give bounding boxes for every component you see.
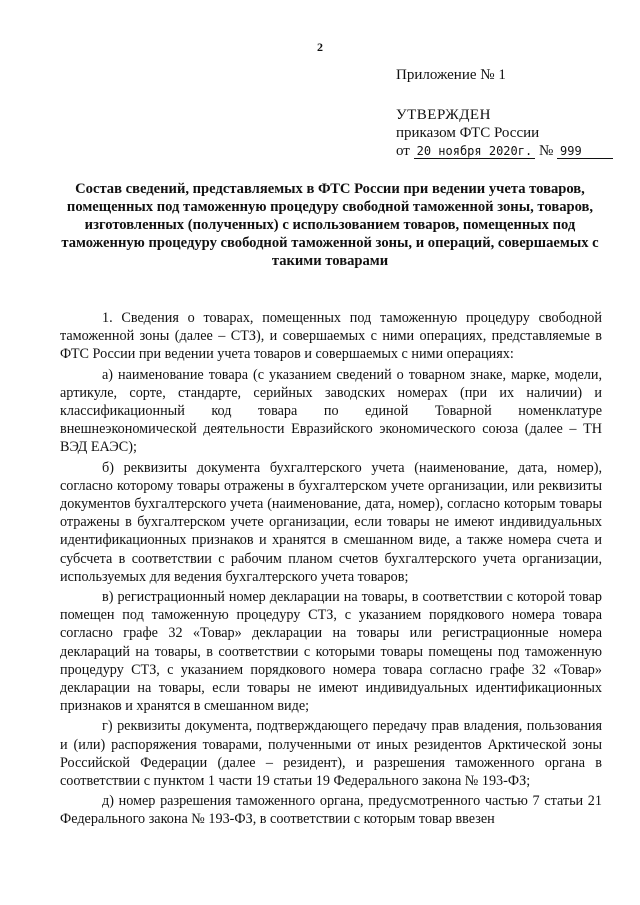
paragraph: а) наименование товара (с указанием сведений о товарном знаке, марке, модели, артикуле, сорте, стандарте, серийных заводских номерах (при их наличии) и классификационный код товара по единой Товарной номенклатуре внешнеэкономической деятельности Евразийского экономического союза (далее – ТН ВЭД ЕАЭС); xyxy=(60,366,602,456)
order-number: 999 xyxy=(557,144,613,159)
order-label: приказом ФТС России xyxy=(396,125,540,141)
paragraph: б) реквизиты документа бухгалтерского учета (наименование, дата, номер), согласно которому товары отражены в бухгалтерском учете организации, или реквизиты документов бухгалтерского учета (наименование, дата, номер), согласно которым товары отражены в бухгалтерском учете организации, если товары не имеют индивидуальных идентификационных признаков и хранятся в смешанном виде, а также номера счета и субсчета в соответствии с рабочим планом счетов бухгалтерского учета организации, используемых для ведения бухгалтерского учета товаров; xyxy=(60,459,602,585)
date-prefix: от xyxy=(396,143,410,159)
page-number: 2 xyxy=(317,40,323,54)
paragraph: в) регистрационный номер декларации на товары, в соответствии с которой товар помещен под таможенную процедуру СТЗ, с указанием порядкового номера товара согласно графе 32 «Товар» декларации на товары или регистрационные номера деклараций на товары, в соответствии с которыми товары помещены под таможенную процедуру СТЗ, с указанием порядкового номера товара согласно графе 32 «Товар» декларации на товары, если товары не имеют индивидуальных идентификационных признаков и хранятся в смешанном виде; xyxy=(60,589,602,715)
order-date-line xyxy=(396,142,606,160)
approval-block xyxy=(396,66,606,160)
paragraph: 1. Сведения о товарах, помещенных под таможенную процедуру свободной таможенной зоны (далее – СТЗ), и совершаемых с ними операциях, представляемые в ФТС России при ведении учета товаров и совершаемых с ними операциях: xyxy=(60,310,602,363)
approved-label: УТВЕРЖДЕН xyxy=(396,107,491,123)
order-date: 20 ноября 2020г. xyxy=(414,144,536,159)
appendix-label: Приложение № 1 xyxy=(396,67,506,83)
document-body xyxy=(60,309,602,831)
document-title: Состав сведений, представляемых в ФТС России при ведении учета товаров, помещенных под таможенную процедуру свободной таможенной зоны, товаров, изготовленных (полученных) с использованием товаров, помещенных под таможенную процедуру свободной таможенной зоны, и операций, совершаемых с такими товарами xyxy=(61,181,599,269)
number-prefix: № xyxy=(538,143,554,159)
paragraph: д) номер разрешения таможенного органа, предусмотренного частью 7 статьи 21 Федерального закона № 193-ФЗ, в соответствии с которым товар ввезен xyxy=(60,793,602,828)
paragraph: г) реквизиты документа, подтверждающего передачу прав владения, пользования и (или) распоряжения товарами, полученными от иных резидентов Арктической зоны Российской Федерации (далее – резидент), и разрешения таможенного органа в соответствии с пунктом 1 части 19 статьи 19 Федерального закона № 193-ФЗ; xyxy=(60,718,602,790)
